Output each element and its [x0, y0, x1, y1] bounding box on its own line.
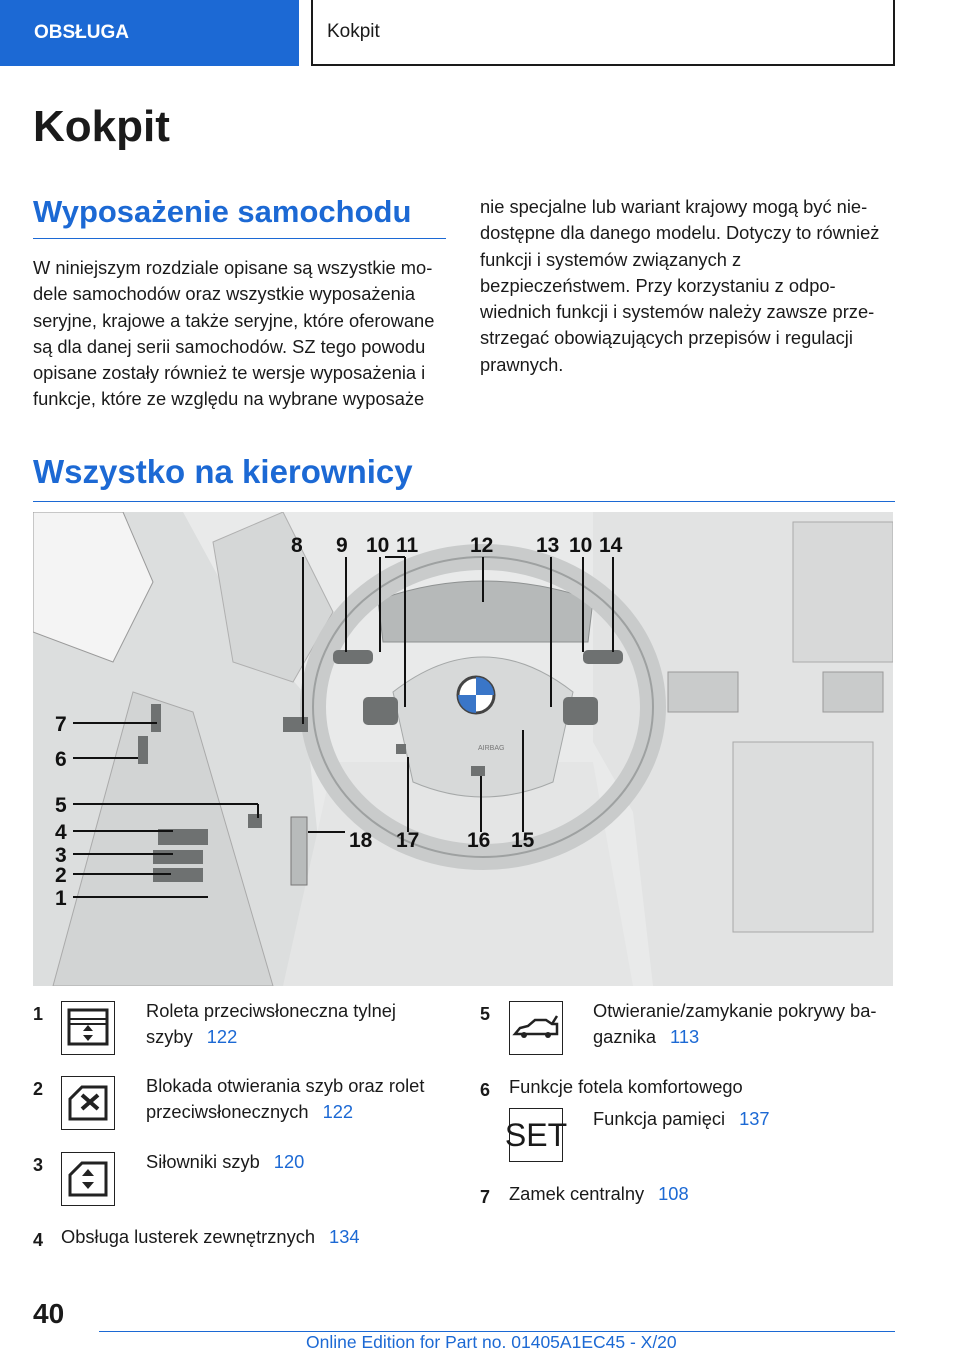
item-text: Zamek centralny	[509, 1183, 645, 1204]
callout-6: 6	[55, 748, 67, 771]
item-text: Roleta przeciwsłoneczna tylnej szyby	[146, 1000, 396, 1047]
callout-4: 4	[55, 821, 67, 844]
intro-paragraph-left: W niniejszym rozdziale opisane są wszystkie modele samochodów oraz wszystkie wyposażenia seryjne, krajowe a także seryjne, które oferowane są dla danej serii samochodów. SZ tego powodu opisane zostały również te wersje wyposażenia i funkcje, które ze względu na wybrane wyposaże	[33, 257, 435, 410]
item-number: 5	[480, 1004, 491, 1024]
item-subtext: Funkcja pamięci	[593, 1108, 726, 1129]
item-text: Blokada otwierania szyb oraz rolet przeciwsłonecznych	[146, 1075, 425, 1122]
callout-10: 10	[366, 534, 390, 557]
item-text: Obsługa lusterek zewnętrznych	[61, 1226, 316, 1247]
window-lock-icon	[61, 1076, 115, 1130]
rear-sunblind-icon	[61, 1001, 115, 1055]
callout-13: 13	[536, 534, 560, 557]
callout-17: 17	[396, 829, 420, 852]
item-number: 1	[33, 1004, 44, 1024]
airbag-label: AIRBAG	[478, 745, 505, 752]
callout-7: 7	[55, 713, 67, 736]
item-text: Otwieranie/zamykanie pokrywy bagaznika	[593, 1000, 877, 1047]
callout-15: 15	[511, 829, 535, 852]
section-heading-equipment: Wyposażenie samochodu	[33, 194, 446, 239]
callout-14: 14	[599, 534, 623, 557]
callout-11: 11	[396, 534, 419, 557]
footer-edition: Online Edition for Part no. 01405A1EC45 - X/20	[306, 1332, 677, 1352]
item-number: 3	[33, 1155, 44, 1175]
callout-10b: 10	[569, 534, 593, 557]
page-title: Kokpit	[33, 102, 170, 151]
callout-1: 1	[55, 887, 67, 910]
page-ref-link[interactable]: 120	[273, 1151, 305, 1172]
item-number: 6	[480, 1080, 491, 1100]
trunk-lid-icon	[509, 1001, 563, 1055]
callout-12: 12	[470, 534, 494, 557]
item-text: Funkcje fotela komfortowego	[509, 1076, 743, 1097]
callout-5: 5	[55, 794, 67, 817]
callout-2: 2	[55, 864, 67, 887]
intro-paragraph-right: nie specjalne lub wariant krajowy mogą być niedostępne dla danego modelu. Dotyczy to również funkcji i systemów związanych z bezpieczeństwem. Przy korzystaniu z odpowiednich funkcji i systemów należy zawsze przestrzegać obowiązujących przepisów i regulacji prawnych.	[480, 196, 880, 375]
power-window-icon	[61, 1152, 115, 1206]
callout-9: 9	[336, 534, 348, 557]
page-ref-link[interactable]: 134	[329, 1226, 360, 1247]
page-ref-link[interactable]: 108	[658, 1183, 689, 1204]
item-text: Siłowniki szyb	[146, 1151, 260, 1172]
callout-16: 16	[467, 829, 491, 852]
set-icon: SET	[509, 1108, 563, 1162]
page-ref-link[interactable]: 137	[739, 1108, 770, 1129]
page-number: 40	[33, 1298, 65, 1329]
item-number: 7	[480, 1187, 491, 1207]
cockpit-illustration	[33, 512, 893, 986]
section-heading-steering: Wszystko na kierownicy	[33, 453, 895, 502]
item-number: 2	[33, 1079, 44, 1099]
callout-18: 18	[349, 829, 373, 852]
page-ref-link[interactable]: 113	[670, 1026, 700, 1047]
page-ref-link[interactable]: 122	[206, 1026, 238, 1047]
item-number: 4	[33, 1230, 44, 1250]
chapter-tab: Kokpit	[311, 0, 895, 66]
section-tab: OBSŁUGA	[0, 0, 299, 66]
callout-3: 3	[55, 844, 67, 867]
page-ref-link[interactable]: 122	[322, 1101, 354, 1122]
callout-8: 8	[291, 534, 303, 557]
